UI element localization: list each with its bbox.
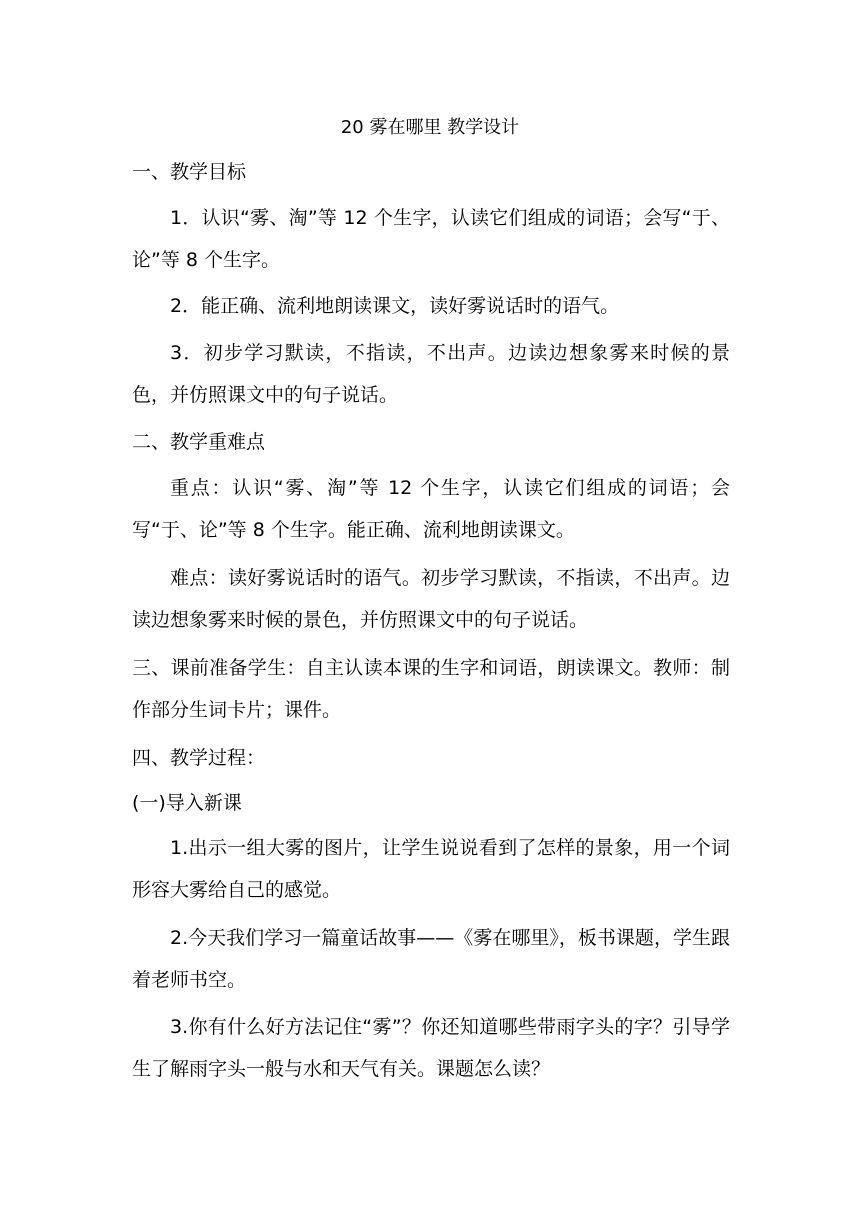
paragraph-objective-1: 1．认识“雾、淘”等 12 个生字，认读它们组成的词语；会写“于、论”等 8 个生字。 xyxy=(132,207,730,271)
section-heading-process: 四、教学过程： xyxy=(132,747,266,769)
paragraph-step-3: 3.你有什么好方法记住“雾”？你还知道哪些带雨字头的字？引导学生了解雨字头一般与水和天气有关。课题怎么读？ xyxy=(132,1016,730,1080)
paragraph-objective-2: 2．能正确、流利地朗读课文，读好雾说话时的语气。 xyxy=(170,295,620,317)
section-heading-key-points: 二、教学重难点 xyxy=(132,431,266,453)
section-heading-preparation: 三、课前准备学生：自主认读本课的生字和词语，朗读课文。教师：制作部分生词卡片；课件。 xyxy=(132,657,730,721)
paragraph-difficulty: 难点：读好雾说话时的语气。初步学习默读，不指读，不出声。边读边想象雾来时候的景色，并仿照课文中的句子说话。 xyxy=(132,567,730,631)
paragraph-step-1: 1.出示一组大雾的图片，让学生说说看到了怎样的景象，用一个词形容大雾给自己的感觉。 xyxy=(132,837,730,901)
paragraph-objective-3: 3．初步学习默读，不指读，不出声。边读边想象雾来时候的景色，并仿照课文中的句子说话。 xyxy=(132,342,730,406)
paragraph-step-2: 2.今天我们学习一篇童话故事——《雾在哪里》，板书课题，学生跟着老师书空。 xyxy=(132,927,730,991)
section-heading-objectives: 一、教学目标 xyxy=(132,161,247,183)
document-title: 20 雾在哪里 教学设计 xyxy=(340,117,520,138)
paragraph-key-point: 重点：认识“雾、淘”等 12 个生字，认读它们组成的词语；会写“于、论”等 8 个生字。能正确、流利地朗读课文。 xyxy=(132,477,730,541)
subheading-introduction: (一)导入新课 xyxy=(132,792,242,814)
